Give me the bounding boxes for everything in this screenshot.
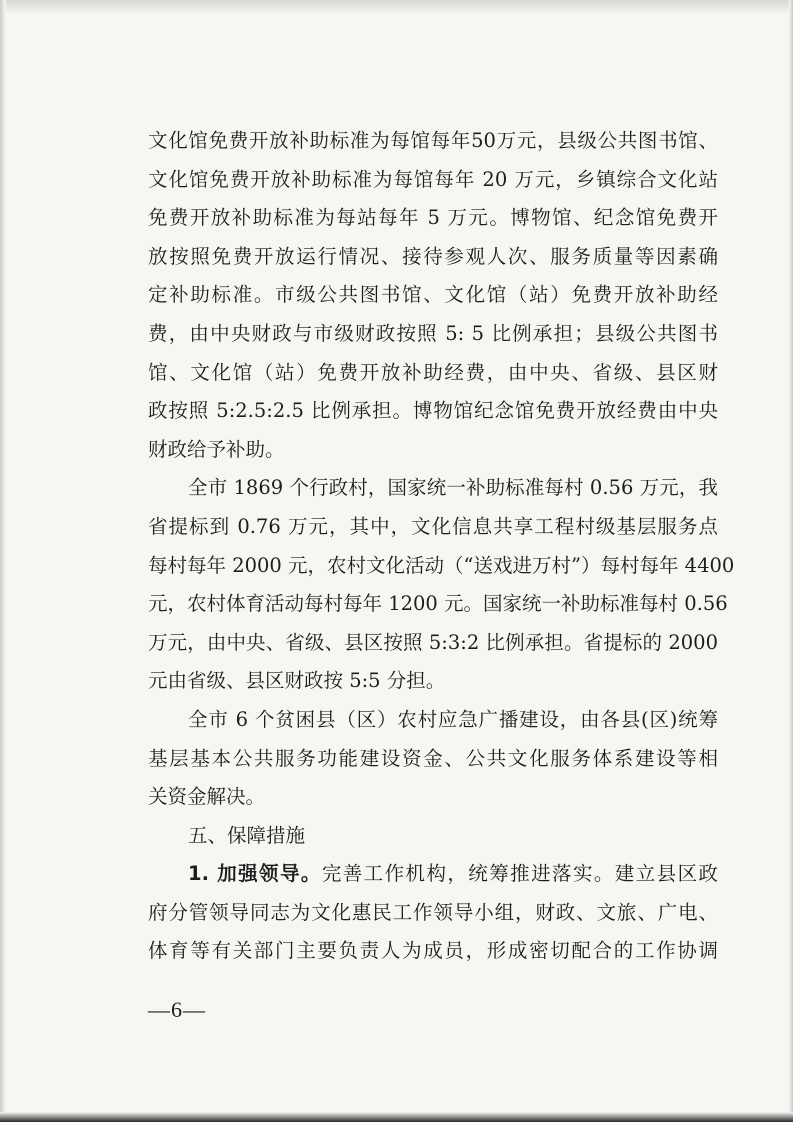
body-text [148,122,735,971]
bold-lead: 1. 加强领导。 [188,862,322,886]
text-line: 基层基本公共服务功能建设资金、公共文化服务体系建设等相 [148,746,718,770]
text-line: 元，农村体育活动每村每年 1200 元。国家统一补助标准每村 0.56 [148,592,728,616]
text-line: 定补助标准。市级公共图书馆、文化馆（站）免费开放补助经 [148,283,718,307]
text-line: 关资金解决。 [148,785,266,809]
page-number: —6— [148,997,206,1022]
scan-edge-bottom [0,1112,793,1122]
text-line: 每村每年 2000 元，农村文化活动（“送戏进万村”）每村每年 4400 [148,553,735,577]
text-line: 费，由中央财政与市级财政按照 5: 5 比例承担；县级公共图书 [148,321,718,345]
text-line: 免费开放补助标准为每站每年 5 万元。博物馆、纪念馆免费开 [148,206,718,230]
scan-edge-right [789,0,793,1122]
text-line-with-lead [148,855,718,894]
text-line: 文化馆免费开放补助标准为每馆每年 20 万元，乡镇综合文化站 [148,167,718,191]
text-line: 全市 1869 个行政村，国家统一补助标准每村 0.56 万元，我 [188,476,718,500]
scan-edge-left [0,0,6,1122]
text-line: 财政给予补助。 [148,437,285,461]
text-line: 省提标到 0.76 万元，其中，文化信息共享工程村级基层服务点 [148,514,718,538]
text-line: 全市 6 个贫困县（区）农村应急广播建设，由各县(区)统筹 [188,707,718,731]
text-line: 馆、文化馆（站）免费开放补助经费，由中央、省级、县区财 [148,360,718,384]
section-heading: 五、保障措施 [188,823,306,847]
text-line: 文化馆免费开放补助标准为每馆每年50万元，县级公共图书馆、 [148,129,718,152]
text-line: 体育等有关部门主要负责人为成员，形成密切配合的工作协调 [148,939,718,963]
scan-edge-top [0,0,793,14]
text-line: 放按照免费开放运行情况、接待参观人次、服务质量等因素确 [148,244,718,268]
text-line: 元由省级、县区财政按 5:5 分担。 [148,669,446,693]
text-line: 万元，由中央、省级、县区按照 5:3:2 比例承担。省提标的 2000 [148,630,718,654]
text-line: 府分管领导同志为文化惠民工作领导小组，财政、文旅、广电、 [148,900,718,924]
text-span: 完善工作机构，统筹推进落实。建立县区政 [321,862,718,886]
text-line: 政按照 5:2.5:2.5 比例承担。博物馆纪念馆免费开放经费由中央 [148,399,718,423]
